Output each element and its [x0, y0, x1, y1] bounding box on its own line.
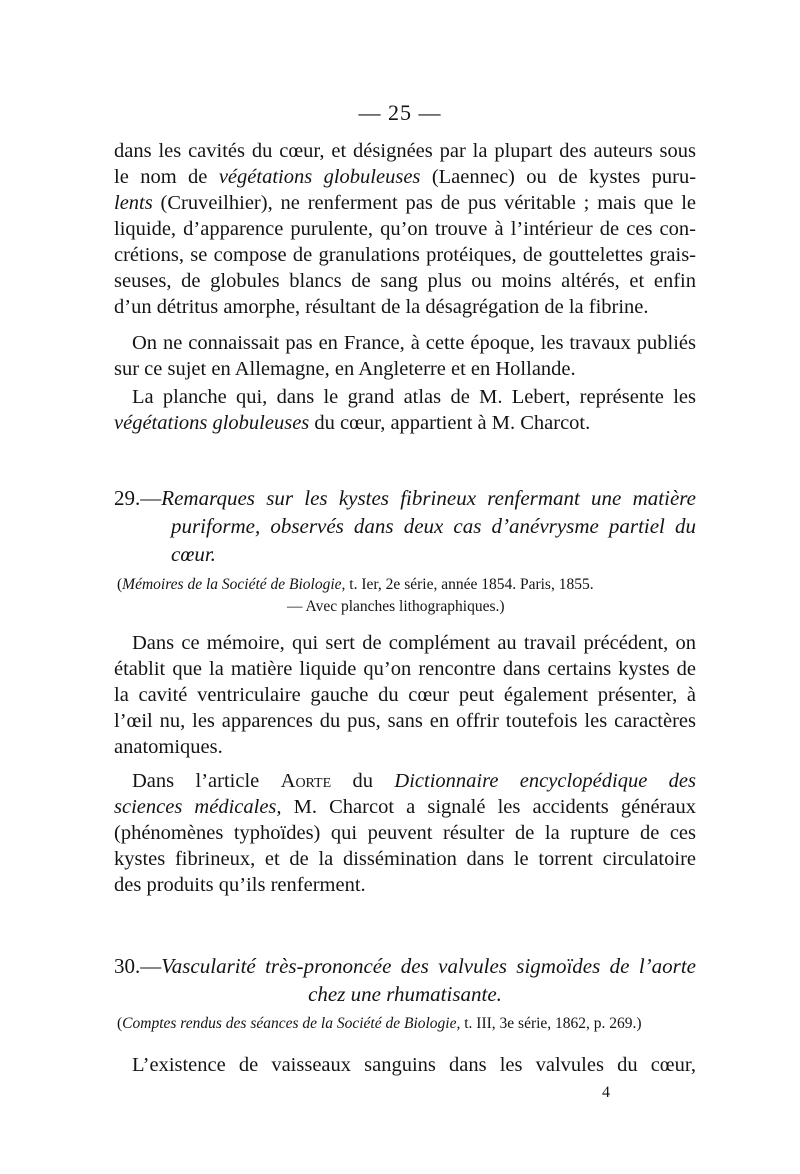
text-line: liquide, d’apparence purulente, qu’on trouve à l’intérieur de ces con- — [114, 218, 696, 240]
text-line: La planche qui, dans le grand atlas de M. Lebert, représente les — [132, 386, 696, 408]
paragraph — [114, 384, 696, 436]
text-line: l’œil nu, les apparences du pus, sans en offrir toutefois les caractères — [114, 710, 696, 732]
paragraph — [114, 768, 696, 898]
entry-title-line: cœur. — [171, 542, 216, 566]
text-line: d’un détritus amorphe, résultant de la désagrégation de la fibrine. — [114, 296, 649, 318]
reference-line: — Avec planches lithographiques.) — [287, 598, 505, 615]
entry-number: 29.— — [114, 486, 162, 510]
paragraph — [114, 330, 696, 382]
text-line: sciences médicales, M. Charcot a signalé les accidents généraux — [114, 796, 696, 818]
text-line: kystes fibrineux, et de la dissémination dans le torrent circulatoire — [114, 848, 696, 870]
entry-29-reference — [117, 574, 699, 618]
reference-line: (Comptes rendus des séances de la Société de Biologie, t. III, 3e série, 1862, p. 269.) — [117, 1015, 642, 1032]
text-line: anatomiques. — [114, 736, 223, 758]
text-line: seuses, de globules blancs de sang plus ou moins altérés, et enfin — [114, 270, 696, 292]
paragraph-continued — [114, 138, 696, 320]
entry-title-line: 30.—Vascularité très-prononcée des valvules sigmoïdes de l’aorte — [114, 954, 696, 978]
entry-number: 30.— — [114, 954, 162, 978]
text-line: la cavité ventriculaire gauche du cœur peut également présenter, à — [114, 684, 696, 706]
text-line: des produits qu’ils renferment. — [114, 874, 366, 896]
text-line: L’existence de vaisseaux sanguins dans les valvules du cœur, — [132, 1054, 696, 1076]
entry-30-reference — [117, 1013, 699, 1035]
entry-title-line: puriforme, observés dans deux cas d’anévrysme partiel du — [171, 514, 696, 538]
text-line: Dans ce mémoire, qui sert de complément au travail précédent, on — [132, 632, 696, 654]
paragraph — [114, 630, 696, 760]
text-line: établit que la matière liquide qu’on rencontre dans certains kystes de — [114, 658, 696, 680]
text-line: On ne connaissait pas en France, à cette époque, les travaux publiés — [132, 332, 696, 354]
text-line: crétions, se compose de granulations protéiques, de gouttelettes grais- — [114, 244, 696, 266]
text-line: (phénomènes typhoïdes) qui peuvent résulter de la rupture de ces — [114, 822, 696, 844]
entry-29-heading — [114, 484, 696, 568]
text-line: le nom de végétations globuleuses (Laennec) ou de kystes puru- — [114, 166, 697, 188]
signature-mark: 4 — [602, 1084, 610, 1101]
paragraph — [114, 1052, 696, 1078]
text-line: Dans l’article Aorte du Dictionnaire encyclopédique des — [132, 770, 696, 792]
entry-title-line: chez une rhumatisante. — [308, 982, 502, 1006]
text-line: sur ce sujet en Allemagne, en Angleterre et en Hollande. — [114, 358, 576, 380]
entry-30-heading — [114, 952, 696, 1008]
text-line: dans les cavités du cœur, et désignées par la plupart des auteurs sous — [114, 140, 696, 162]
page-number: — 25 — — [358, 100, 442, 125]
text-line: végétations globuleuses du cœur, appartient à M. Charcot. — [114, 412, 591, 434]
entry-title-line: 29.—Remarques sur les kystes fibrineux renfermant une matière — [114, 486, 696, 510]
reference-line: (Mémoires de la Société de Biologie, t. Ier, 2e série, année 1854. Paris, 1855. — [117, 576, 594, 593]
text-line: lents (Cruveilhier), ne renferment pas de pus véritable ; mais que le — [114, 192, 696, 214]
